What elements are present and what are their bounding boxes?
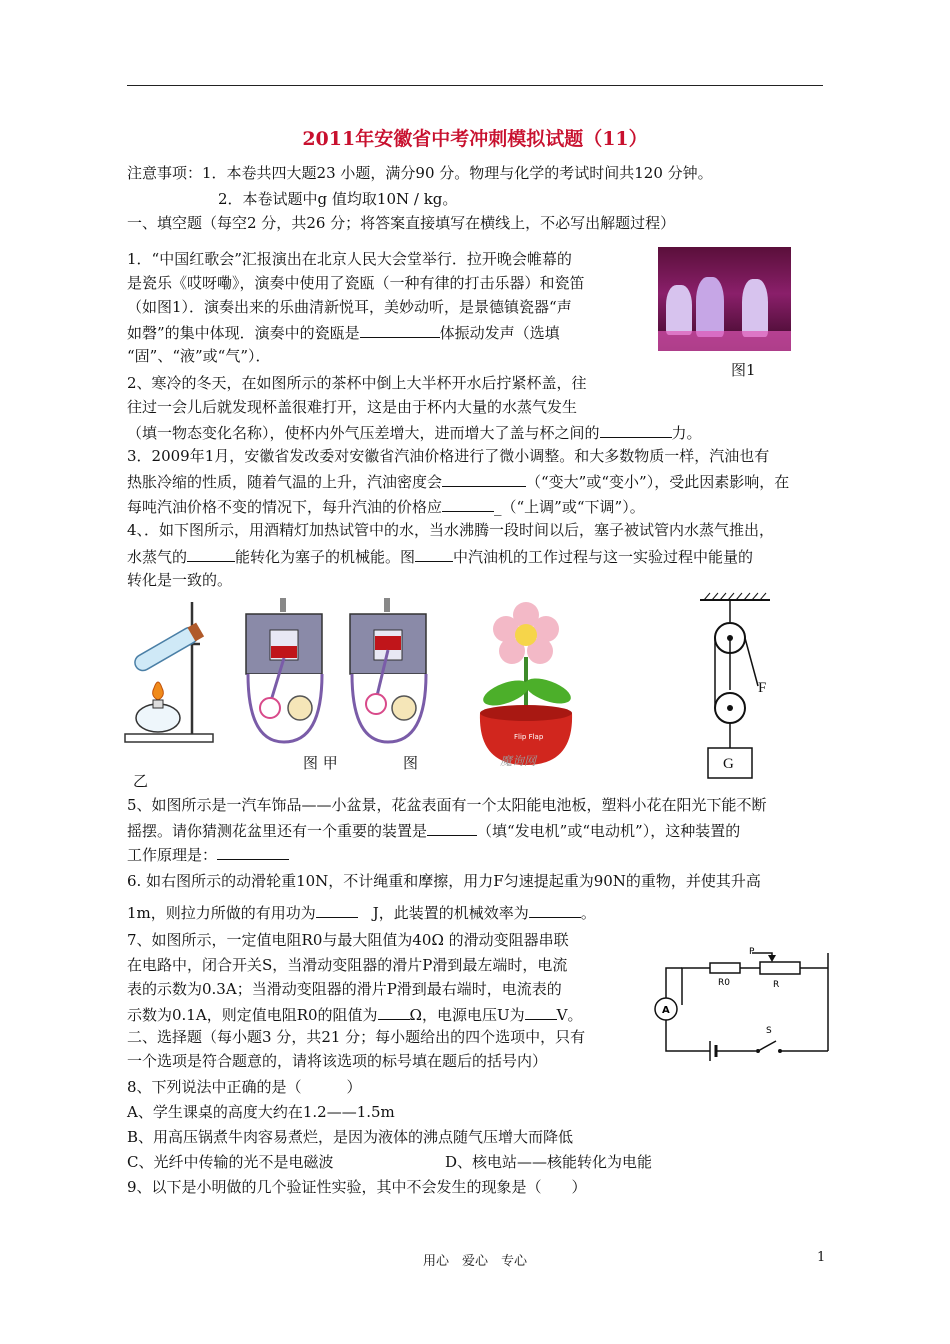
- pulley-figure: [692, 590, 802, 780]
- wire: [812, 953, 828, 1051]
- q6-line-2-text-c: 。: [580, 904, 596, 922]
- q8-option-b: B、用高压锅煮牛肉容易煮烂，是因为液体的沸点随气压增大而降低: [127, 1128, 574, 1146]
- page-number: 1: [817, 1250, 826, 1265]
- figure-caption-tu: 图: [403, 754, 419, 772]
- label-a: A: [662, 1005, 670, 1016]
- pulley-axle: [727, 705, 733, 711]
- figure-caption-jia: 图 甲: [303, 754, 338, 772]
- notes-line-2: 2．本卷试题中g 值均取10N / kg。: [218, 190, 458, 208]
- resistor-r0: [710, 963, 740, 973]
- q2-line-3: [127, 421, 702, 443]
- flywheel: [392, 696, 416, 720]
- label-r: R: [773, 980, 780, 990]
- q5-line-2-text-b: （填“发电机”或“电动机”），这种装置的: [477, 822, 741, 840]
- footer-motto: 用心 爱心 专心: [422, 1254, 527, 1269]
- q1-line-4: [127, 321, 560, 343]
- slider-p-arrow: [768, 955, 776, 962]
- q4-line-2: [127, 545, 753, 567]
- performer-figure: [666, 285, 692, 335]
- q2-line-3-text-b: 力。: [671, 424, 702, 442]
- q7-answer-blank-2[interactable]: [525, 1003, 557, 1020]
- q1-answer-blank[interactable]: [360, 321, 440, 338]
- q5-line-2: [127, 819, 740, 841]
- engine-figure-yi: [344, 596, 434, 746]
- q8-option-d: D、核电站——核能转化为电能: [445, 1153, 653, 1171]
- circuit-figure: [652, 945, 832, 1057]
- flower-center: [515, 624, 537, 646]
- performer-figure: [696, 277, 724, 337]
- q3-line-3-text-a: 每吨汽油价格不变的情况下，每升汽油的价格应: [127, 498, 443, 516]
- piston: [375, 636, 401, 650]
- q5-line-1: 5、如图所示是一汽车饰品——小盆景，花盆表面有一个太阳能电池板，塑料小花在阳光下能不断: [127, 796, 767, 814]
- q6-line-2-text-a: 1m，则拉力所做的有用功为: [127, 904, 316, 922]
- section2-line-1: 二、选择题（每小题3 分，共21 分；每小题给出的四个选项中，只有: [127, 1028, 586, 1046]
- q3-answer-blank-2[interactable]: [442, 495, 494, 512]
- q5-answer-blank-2[interactable]: [217, 843, 289, 860]
- q5-line-3: [127, 843, 289, 865]
- q5-line-2-text-a: 摇摆。请你猜测花盆里还有一个重要的装置是: [127, 822, 428, 840]
- q9-stem: 9、以下是小明做的几个验证性实验，其中不会发生的现象是（ ）: [127, 1178, 587, 1196]
- q6-answer-blank-2[interactable]: [529, 901, 581, 918]
- figure-caption-yi: 乙: [133, 772, 149, 790]
- q8-stem: 8、下列说法中正确的是（ ）: [127, 1078, 362, 1096]
- q3-line-3: [127, 495, 645, 517]
- engine-figure-jia: [240, 596, 330, 746]
- q8-option-c: C、光纤中传输的光不是电磁波: [127, 1153, 334, 1171]
- q4-answer-blank-1[interactable]: [187, 545, 235, 562]
- performer-figure: [742, 279, 768, 337]
- q4-line-1: 4、．如下图所示，用酒精灯加热试管中的水，当水沸腾一段时间以后，塞子被试管内水蒸气推出，: [127, 521, 775, 539]
- q2-line-1: 2、寒冷的冬天，在如图所示的茶杯中倒上大半杯开水后拧紧杯盖，往: [127, 374, 587, 392]
- q1-line-2: 是瓷乐《哎呀嘞》，演奏中使用了瓷瓯（一种有律的打击乐器）和瓷笛: [127, 274, 585, 292]
- figure-1-photo: [658, 247, 791, 351]
- q2-line-3-text-a: （填一物态变化名称），使杯内外气压差增大，进而增大了盖与杯之间的: [127, 424, 600, 442]
- flower-leaf: [522, 673, 574, 708]
- q7-line-1: 7、如图所示，一定值电阻R0与最大阻值为40Ω 的滑动变阻器串联: [127, 931, 569, 949]
- q7-line-4: [127, 1003, 582, 1025]
- q1-line-5: “固”、“液”或“气”）．: [127, 347, 271, 365]
- q2-line-2: 往过一会儿后就发现杯盖很难打开，这是由于杯内大量的水蒸气发生: [127, 398, 578, 416]
- watermark: 魔询网: [500, 754, 537, 768]
- crankshaft: [366, 694, 386, 714]
- q4-line-2-text-c: 中汽油机的工作过程与这一实验过程中能量的: [453, 548, 754, 566]
- q1-line-4-text-b: 体振动发声（选填: [439, 324, 560, 342]
- figure-1-caption: 图1: [731, 361, 756, 379]
- lamp-wick: [153, 700, 163, 708]
- solar-flower-pot-figure: [470, 605, 580, 775]
- q3-line-1: 3．2009年1月，安徽省发改委对安徽省汽油价格进行了微小调整。和大多数物质一样，汽油也有: [127, 447, 770, 465]
- header-rule: [127, 85, 823, 86]
- q6-line-1: 6. 如右图所示的动滑轮重10N，不计绳重和摩擦，用力F匀速提起重为90N的重物，并使其升高: [127, 872, 761, 890]
- weight-label: G: [723, 756, 734, 772]
- q8-option-a: A、学生课桌的高度大约在1.2——1.5m: [127, 1103, 395, 1121]
- q7-line-4-text-c: V。: [556, 1006, 583, 1024]
- wire: [682, 968, 710, 1005]
- wire: [666, 968, 682, 998]
- q4-line-3: 转化是一致的。: [127, 571, 233, 589]
- wire: [666, 1020, 710, 1051]
- q4-answer-blank-2[interactable]: [415, 545, 453, 562]
- test-tube-heating-figure: [120, 596, 220, 746]
- q6-answer-blank-1[interactable]: [316, 901, 358, 918]
- label-p: P: [749, 947, 755, 957]
- spark-plug: [384, 598, 390, 612]
- q1-line-1: 1．“中国红歌会”汇报演出在北京人民大会堂举行．拉开晚会帷幕的: [127, 250, 572, 268]
- piston: [271, 646, 297, 658]
- page-title: 2011年安徽省中考冲刺模拟试题（11）: [302, 128, 648, 150]
- stage-light: [658, 331, 791, 351]
- q6-line-2: [127, 901, 596, 923]
- notes-line-1: 注意事项：1．本卷共四大题23 小题，满分90 分。物理与化学的考试时间共120 分钟。: [127, 164, 713, 182]
- q3-answer-blank-1[interactable]: [442, 470, 526, 487]
- pot-label: Flip Flap: [514, 733, 544, 741]
- q5-line-3-text: 工作原理是：: [127, 846, 218, 864]
- q1-line-4-text-a: 如磬”的集中体现．演奏中的瓷瓯是: [127, 324, 360, 342]
- force-label: F: [758, 680, 767, 696]
- label-s: S: [766, 1026, 772, 1036]
- pot-rim: [480, 705, 572, 721]
- flywheel: [288, 696, 312, 720]
- q5-answer-blank-1[interactable]: [427, 819, 477, 836]
- q4-line-2-text-a: 水蒸气的: [127, 548, 188, 566]
- q3-line-2-text-b: （“变大”或“变小”），受此因素影响，在: [526, 473, 790, 491]
- switch-lever: [758, 1041, 776, 1051]
- rheostat-r: [760, 962, 800, 974]
- section2-line-2: 一个选项是符合题意的，请将该选项的标号填在题后的括号内）: [127, 1052, 548, 1070]
- q2-answer-blank[interactable]: [600, 421, 672, 438]
- flower-petal: [493, 616, 519, 642]
- section1-heading: 一、填空题（每空2 分，共26 分；将答案直接填写在横线上，不必写出解题过程）: [127, 214, 676, 232]
- label-r0: R0: [718, 978, 730, 988]
- q7-line-3: 表的示数为0.3A；当滑动变阻器的滑片P滑到最右端时，电流表的: [127, 980, 562, 998]
- spark-plug: [280, 598, 286, 612]
- q7-line-4-text-b: Ω，电源电压U为: [409, 1006, 525, 1024]
- q6-line-2-text-b: J，此装置的机械效率为: [372, 904, 529, 922]
- q3-line-2: [127, 470, 789, 492]
- q7-answer-blank-1[interactable]: [378, 1003, 410, 1020]
- crankshaft: [260, 698, 280, 718]
- q7-line-2: 在电路中，闭合开关S，当滑动变阻器的滑片P滑到最左端时，电流: [127, 956, 568, 974]
- q1-line-3: （如图1）．演奏出来的乐曲清新悦耳，美妙动听，是景德镇瓷器“声: [127, 298, 572, 316]
- stand-base: [125, 734, 213, 742]
- flame: [153, 682, 164, 700]
- rope: [745, 638, 758, 686]
- q4-line-2-text-b: 能转化为塞子的机械能。图: [235, 548, 416, 566]
- q3-line-2-text-a: 热胀冷缩的性质，随着气温的上升，汽油密度会: [127, 473, 443, 491]
- flower-petal: [533, 616, 559, 642]
- q7-line-4-text-a: 示数为0.1A，则定值电阻R0的阻值为: [127, 1006, 378, 1024]
- q3-line-3-text-b: _（“上调”或“下调”）。: [494, 498, 645, 516]
